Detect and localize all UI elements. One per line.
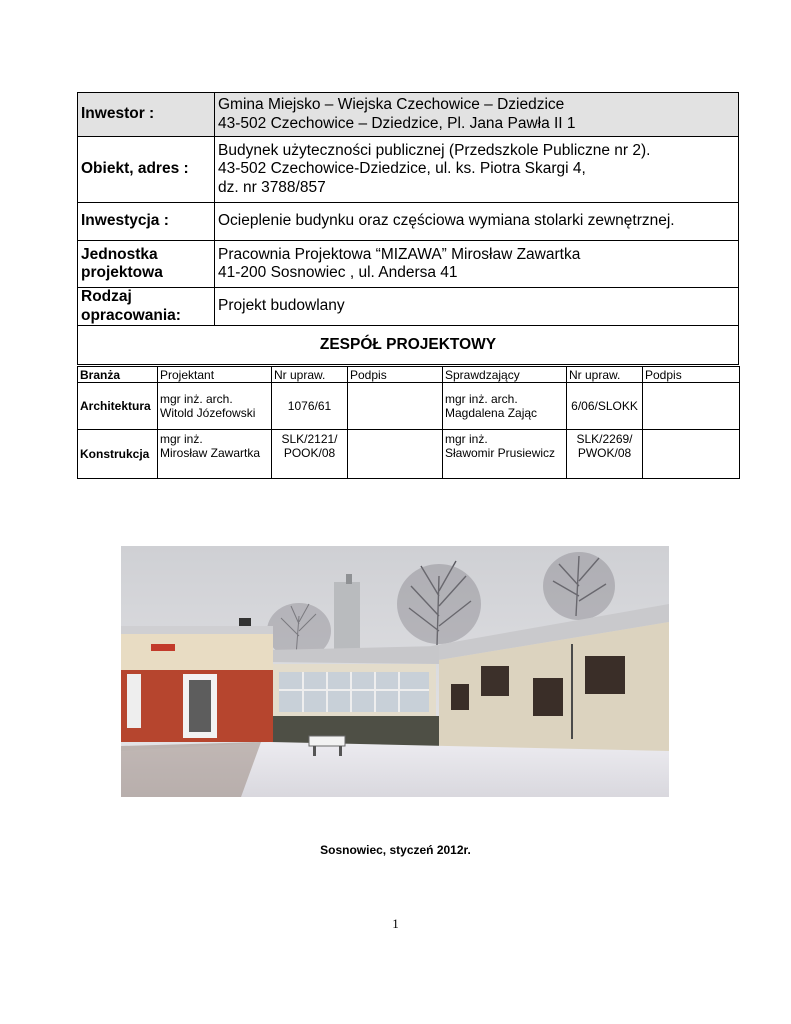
construction-designer-license-line1: SLK/2121/ — [281, 432, 338, 446]
study-type-label — [78, 288, 215, 326]
design-unit-row — [78, 241, 739, 288]
header-checker-signature: Podpis — [643, 367, 740, 383]
construction-designer-license-line2: POOK/08 — [283, 446, 336, 460]
study-type-row — [78, 288, 739, 326]
investment-value: Ocieplenie budynku oraz częściowa wymiana stolarki zewnętrznej. — [215, 203, 739, 241]
architecture-designer-license: 1076/61 — [272, 383, 348, 430]
study-type-value: Projekt budowlany — [215, 288, 739, 326]
architecture-designer-name: Witold Józefowski — [160, 406, 256, 420]
team-header-row — [78, 367, 740, 383]
design-unit-line2: 41-200 Sosnowiec , ul. Andersa 41 — [218, 264, 458, 281]
building-photo — [121, 546, 669, 797]
team-heading: ZESPÓŁ PROJEKTOWY — [78, 326, 739, 365]
study-type-label-line1: Rodzaj — [81, 288, 132, 305]
header-checker: Sprawdzający — [443, 367, 567, 383]
construction-checker-license — [567, 430, 643, 479]
design-unit-label-line1: Jednostka — [81, 245, 158, 263]
investor-line1: Gmina Miejsko – Wiejska Czechowice – Dziedzice — [218, 96, 565, 113]
discipline-architecture: Architektura — [78, 383, 158, 430]
architecture-designer — [158, 383, 272, 430]
investment-label: Inwestycja : — [78, 203, 215, 241]
object-label: Obiekt, adres : — [78, 137, 215, 203]
header-designer: Projektant — [158, 367, 272, 383]
team-heading-row — [78, 326, 739, 365]
construction-designer-name: Mirosław Zawartka — [160, 446, 261, 460]
study-type-label-line2: opracowania: — [81, 306, 181, 324]
team-row-architecture — [78, 383, 740, 430]
investor-row — [78, 93, 739, 137]
investment-row — [78, 203, 739, 241]
design-unit-label-line2: projektowa — [81, 264, 163, 281]
architecture-designer-signature — [348, 383, 443, 430]
design-unit-value — [215, 241, 739, 288]
architecture-checker-license: 6/06/SLOKK — [567, 383, 643, 430]
architecture-designer-title: mgr inż. arch. — [160, 392, 233, 406]
construction-checker-title: mgr inż. — [445, 432, 488, 446]
object-line1: Budynek użyteczności publicznej (Przedszkole Publiczne nr 2). — [218, 141, 651, 159]
object-value — [215, 137, 739, 203]
construction-checker-signature — [643, 430, 740, 479]
project-info-table — [77, 92, 739, 365]
investor-label: Inwestor : — [78, 93, 215, 137]
construction-designer-signature — [348, 430, 443, 479]
construction-checker-license-line1: SLK/2269/ — [576, 432, 633, 446]
design-unit-label — [78, 241, 215, 288]
architecture-checker-signature — [643, 383, 740, 430]
header-designer-license: Nr upraw. — [272, 367, 348, 383]
construction-designer-title: mgr inż. — [160, 432, 203, 446]
header-designer-signature: Podpis — [348, 367, 443, 383]
architecture-checker — [443, 383, 567, 430]
header-checker-license: Nr upraw. — [567, 367, 643, 383]
object-row — [78, 137, 739, 203]
construction-checker-name: Sławomir Prusiewicz — [445, 446, 556, 460]
investor-line2: 43-502 Czechowice – Dziedzice, Pl. Jana Pawła II 1 — [218, 114, 576, 132]
architecture-checker-name: Magdalena Zając — [445, 406, 538, 420]
architecture-checker-title: mgr inż. arch. — [445, 392, 518, 406]
header-discipline: Branża — [78, 367, 158, 383]
investor-value — [215, 93, 739, 137]
construction-designer-license — [272, 430, 348, 479]
object-line3: dz. nr 3788/857 — [218, 178, 326, 196]
page-number: 1 — [392, 916, 399, 931]
design-unit-line1: Pracownia Projektowa “MIZAWA” Mirosław Zawartka — [218, 245, 581, 263]
object-line2: 43-502 Czechowice-Dziedzice, ul. ks. Piotra Skargi 4, — [218, 160, 586, 178]
team-row-construction — [78, 430, 740, 479]
discipline-construction: Konstrukcja — [78, 430, 158, 479]
place-and-date: Sosnowiec, styczeń 2012r. — [320, 843, 471, 857]
construction-designer — [158, 430, 272, 479]
construction-checker-license-line2: PWOK/08 — [577, 446, 632, 460]
construction-checker — [443, 430, 567, 479]
design-team-table — [77, 366, 740, 479]
